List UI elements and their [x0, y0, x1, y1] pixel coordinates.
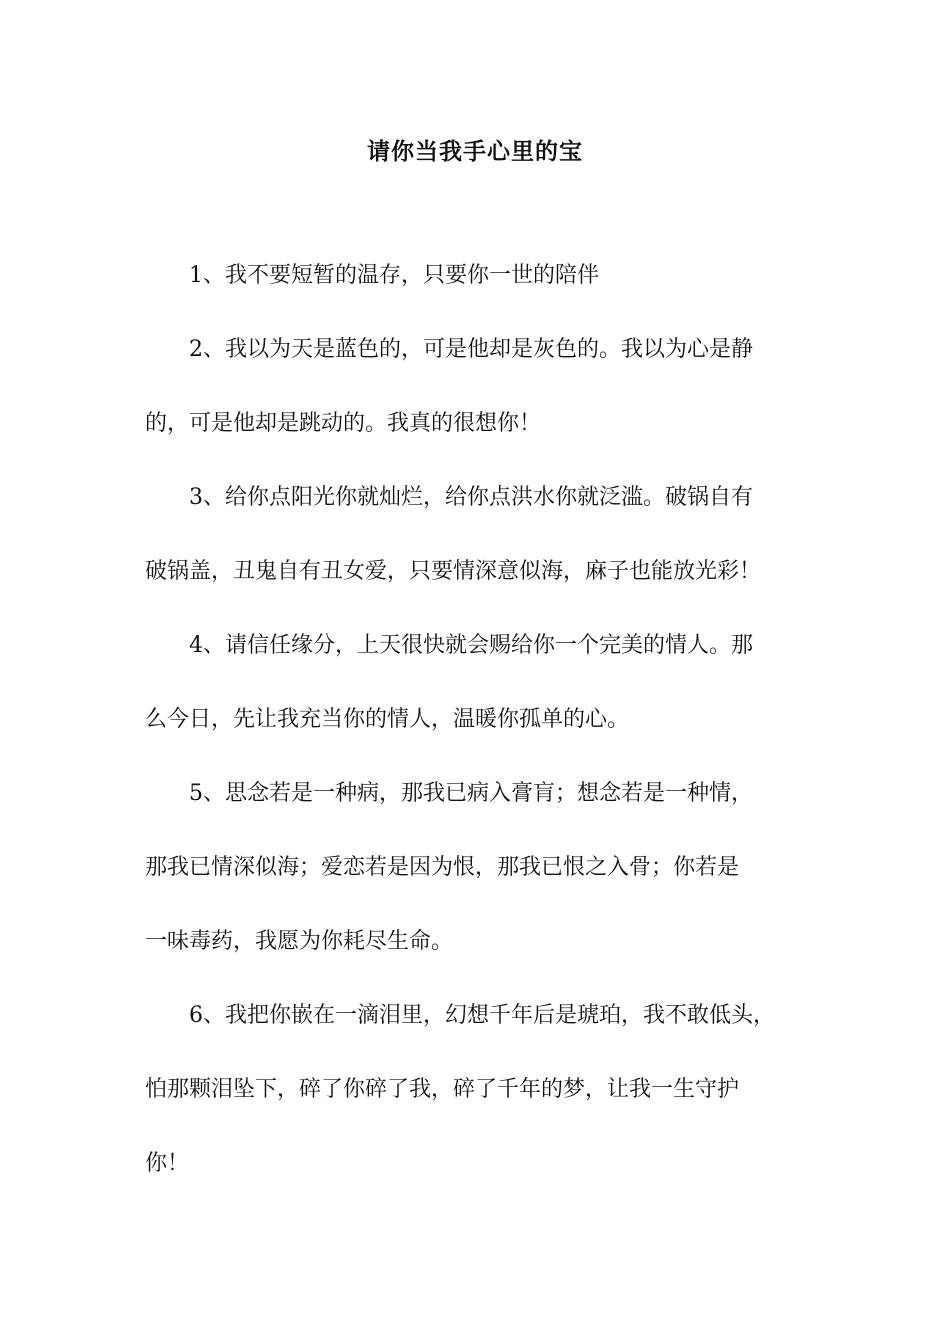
- paragraph-line: 1、我不要短暂的温存，只要你一世的陪伴: [189, 263, 599, 288]
- paragraph-1: [145, 258, 805, 294]
- paragraph-line: 4、请信任缘分，上天很快就会赐给你一个完美的情人。那: [189, 633, 753, 658]
- paragraph-line: 6、我把你嵌在一滴泪里，幻想千年后是琥珀，我不敢低头，: [189, 1003, 775, 1028]
- paragraph-line: 的，可是他却是跳动的。我真的很想你！: [145, 411, 542, 436]
- paragraph-line: 破锅盖，丑鬼自有丑女爱，只要情深意似海，麻子也能放光彩！: [145, 559, 762, 584]
- paragraph-line: 怕那颗泪坠下，碎了你碎了我，碎了千年的梦，让我一生守护: [145, 1077, 740, 1102]
- paragraph-3: [145, 480, 805, 590]
- paragraph-6: [145, 998, 805, 1182]
- paragraph-line: 5、思念若是一种病，那我已病入膏肓；想念若是一种情，: [189, 781, 753, 806]
- document-title: 请你当我手心里的宝: [367, 139, 583, 165]
- paragraph-2: [145, 332, 805, 442]
- paragraph-line: 2、我以为天是蓝色的，可是他却是灰色的。我以为心是静: [189, 337, 753, 362]
- paragraph-line: 你！: [145, 1151, 190, 1176]
- paragraph-line: 么今日，先让我充当你的情人，温暖你孤单的心。: [145, 707, 630, 732]
- paragraph-line: 一味毒药，我愿为你耗尽生命。: [145, 929, 454, 954]
- paragraph-line: 3、给你点阳光你就灿烂，给你点洪水你就泛滥。破锅自有: [189, 485, 753, 510]
- paragraph-line: 那我已情深似海；爱恋若是因为恨，那我已恨之入骨；你若是: [145, 855, 740, 880]
- document-body: [145, 258, 805, 1220]
- paragraph-5: [145, 776, 805, 960]
- paragraph-4: [145, 628, 805, 738]
